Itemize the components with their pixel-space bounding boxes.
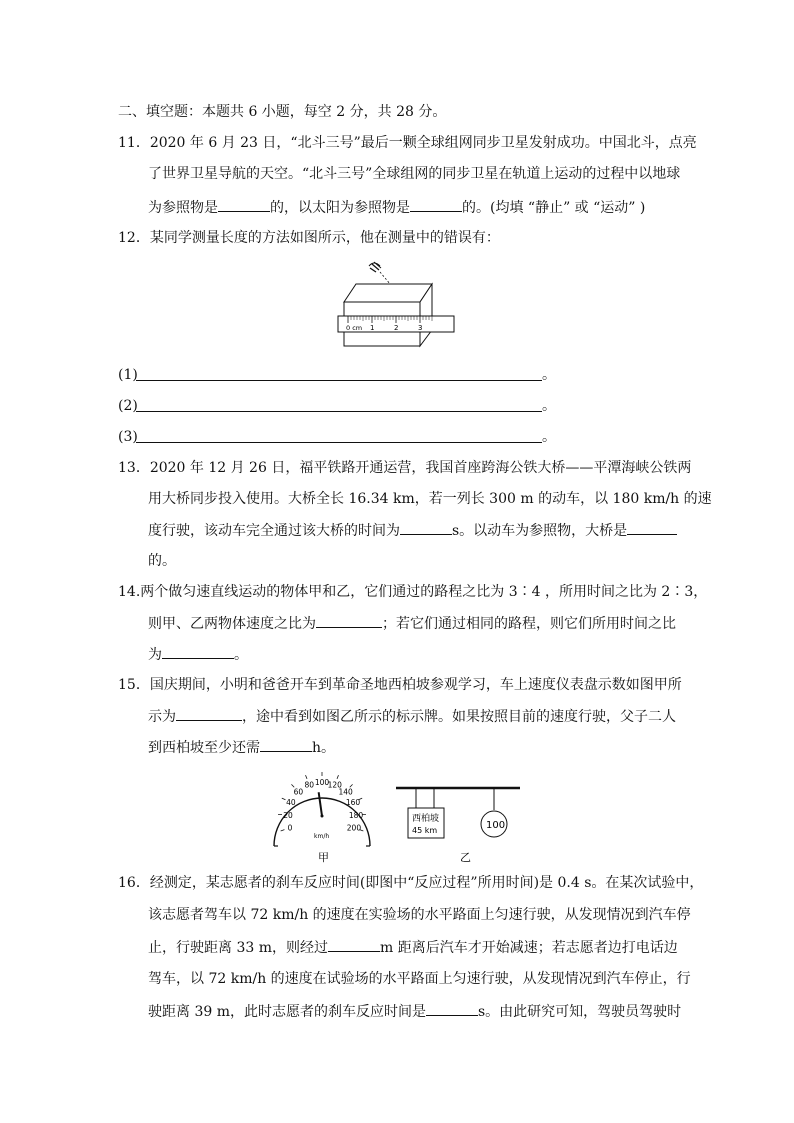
gauge-tick-mark	[337, 775, 338, 779]
q13-blank-1[interactable]	[400, 520, 452, 535]
q11-text-c: 的。(均填 “静止” 或 “运动” )	[462, 200, 646, 216]
gauge-tick-label: 160	[345, 798, 361, 808]
q16-line4: 驾车，以 72 km/h 的速度在试验场的水平路面上匀速行驶，从发现情况到汽车停止，行	[148, 971, 691, 987]
q12-answer-line-2[interactable]	[136, 411, 542, 412]
q12-answer-label-3: (3)	[118, 429, 138, 445]
q11-blank-2[interactable]	[410, 197, 462, 212]
q15-text-a: 示为	[148, 709, 176, 725]
q12-answer-label-2: (2)	[118, 398, 138, 414]
gauge-tick-label: 20	[283, 810, 293, 820]
q13-text-b: s。以动车为参照物，大桥是	[452, 523, 628, 539]
gauge-ticks	[278, 772, 366, 833]
q16-line3	[148, 937, 678, 958]
gauge-tick-label: 140	[338, 787, 353, 797]
q14-line3	[148, 644, 248, 665]
ruler-label-2: 2	[394, 324, 399, 332]
q15-blank-1[interactable]	[176, 706, 242, 721]
q15-text-d: h。	[312, 740, 336, 756]
sign-speed: 100	[486, 820, 506, 831]
q15-line2	[148, 706, 676, 727]
sign-distance: 45 km	[412, 826, 438, 835]
sign-place: 西柏坡	[412, 814, 440, 824]
ruler	[338, 316, 454, 332]
q13-blank-2[interactable]	[627, 520, 677, 535]
speedometer-needle	[319, 792, 322, 816]
q16-text-a: 止，行驶距离 33 m，则经过	[148, 940, 328, 956]
q12-answer-label-1: (1)	[118, 367, 138, 383]
gauge-tick-label: 40	[286, 798, 296, 808]
fig-a-label: 甲	[318, 851, 329, 864]
q16-line2: 该志愿者驾车以 72 km/h 的速度在实验场的水平路面上匀速行驶，从发现情况到汽车停	[148, 907, 691, 923]
q13-line2: 用大桥同步投入使用。大桥全长 16.34 km，若一列长 300 m 的动车，以 180 km/h 的速	[148, 491, 712, 507]
gauge-tick-label: 100	[314, 778, 330, 787]
q14-blank-1[interactable]	[316, 613, 382, 628]
q16-line5	[148, 1001, 681, 1022]
q14-blank-2[interactable]	[162, 644, 234, 659]
q12-answer-end-2: 。	[542, 398, 556, 414]
q14-line1: 14.两个做匀速直线运动的物体甲和乙，它们通过的路程之比为 3∶4 ，所用时间之比为 2∶3，	[118, 584, 708, 600]
eye-icon	[369, 262, 381, 272]
ruler-measurement-figure	[336, 256, 458, 352]
gauge-tick-mark	[281, 830, 285, 831]
gauge-tick-label: 0	[287, 823, 293, 833]
ruler-label-1: 1	[370, 324, 375, 332]
q14-text-a: 则甲、乙两物体速度之比为	[148, 616, 316, 632]
q16-blank-2[interactable]	[426, 1001, 478, 1016]
q16-line1: 16．经测定，某志愿者的刹车反应时间(即图中“反应过程”所用时间)是 0.4 s。在某次试验中，	[118, 875, 704, 891]
gauge-unit: km/h	[314, 833, 330, 840]
gauge-tick-label: 60	[293, 787, 304, 797]
speedometer-figure	[268, 768, 376, 864]
ruler-label-3: 3	[418, 324, 423, 332]
q11-line2: 了世界卫星导航的天空。“北斗三号”全球组网的同步卫星在轨道上运动的过程中以地球	[148, 166, 681, 182]
q16-text-d: s。由此研究可知，驾驶员驾驶时	[478, 1004, 682, 1020]
gauge-tick-label: 80	[304, 780, 315, 790]
q12-line1: 12．某同学测量长度的方法如图所示，他在测量中的错误有：	[118, 230, 500, 246]
q16-text-b: m 距离后汽车才开始减速；若志愿者边打电话边	[380, 940, 678, 956]
q13-line1: 13．2020 年 12 月 26 日，福平铁路开通运营，我国首座跨海公铁大桥——平潭海峡公铁两	[118, 460, 692, 476]
q12-answer-line-3[interactable]	[136, 442, 542, 443]
fig-b-label: 乙	[460, 851, 471, 864]
q15-line3	[148, 737, 335, 758]
q16-blank-1[interactable]	[328, 937, 380, 952]
q15-line1: 15．国庆期间，小明和爸爸开车到革命圣地西柏坡参观学习，车上速度仪表盘示数如图甲所	[118, 677, 682, 693]
q11-text-b: 的，以太阳为参照物是	[270, 200, 410, 216]
q14-text-b: ；若它们通过相同的路程，则它们所用时间之比	[382, 616, 676, 632]
q16-text-c: 驶距离 39 m，此时志愿者的刹车反应时间是	[148, 1004, 426, 1020]
q11-line1: 11．2020 年 6 月 23 日，“北斗三号”最后一颗全球组网同步卫星发射成功。中国北斗，点亮	[118, 135, 697, 151]
q15-text-c: 到西柏坡至少还需	[148, 740, 260, 756]
q14-text-c: 为	[148, 647, 162, 663]
ruler-label-0: 0 cm	[346, 324, 363, 332]
q12-answer-end-3: 。	[542, 429, 556, 445]
gauge-tick-label: 180	[348, 810, 364, 820]
gauge-tick-label: 200	[346, 823, 362, 833]
q11-line3	[148, 197, 645, 218]
q12-answer-line-1[interactable]	[136, 380, 542, 381]
q14-text-d: 。	[234, 647, 248, 663]
road-sign-figure	[392, 782, 522, 864]
q11-text-a: 为参照物是	[148, 200, 218, 216]
q13-line4: 的。	[148, 553, 176, 569]
q13-text-a: 度行驶，该动车完全通过该大桥的时间为	[148, 523, 400, 539]
section-heading: 二、填空题：本题共 6 小题，每空 2 分，共 28 分。	[118, 104, 447, 120]
q14-line2	[148, 613, 676, 634]
q13-line3	[148, 520, 677, 541]
q12-answer-end-1: 。	[542, 367, 556, 383]
gauge-tick-mark	[282, 798, 286, 800]
gauge-tick-mark	[306, 775, 307, 779]
q15-blank-2[interactable]	[260, 737, 312, 752]
gauge-tick-label: 120	[327, 780, 342, 790]
q11-blank-1[interactable]	[218, 197, 270, 212]
q15-text-b: ，途中看到如图乙所示的标示牌。如果按照目前的速度行驶，父子二人	[242, 709, 676, 725]
